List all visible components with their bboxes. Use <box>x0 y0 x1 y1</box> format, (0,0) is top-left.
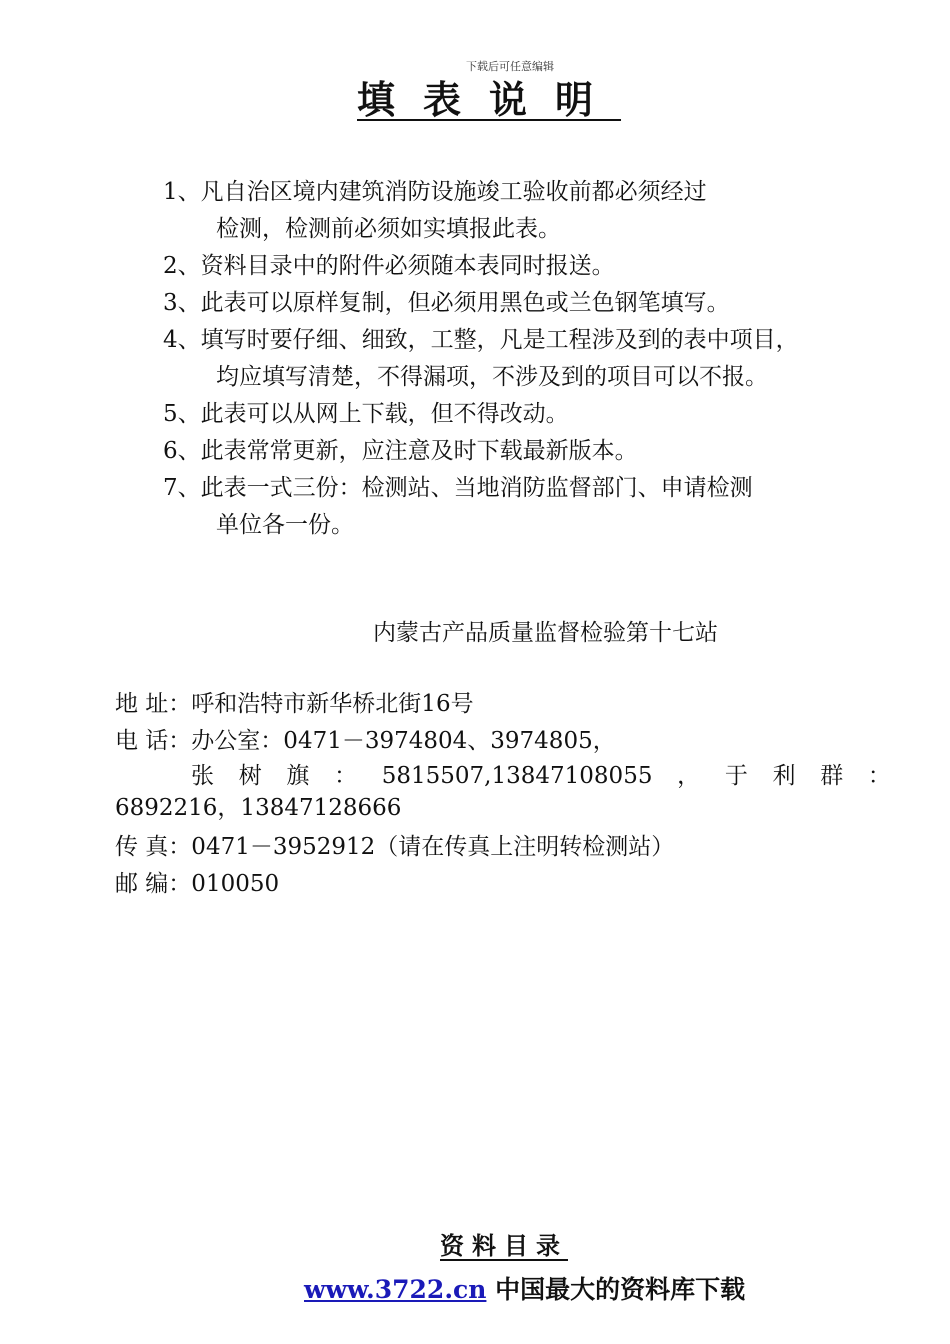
instruction-continuation: 检测，检测前必须如实填报此表。 <box>216 216 561 242</box>
contact-persons-line2: 6892216，13847128666 <box>115 795 402 821</box>
instruction-item <box>163 248 883 285</box>
person-token: 于 <box>724 763 748 789</box>
footer-link[interactable]: www.3722.cn <box>304 1275 487 1304</box>
contact-postcode: 邮 编：010050 <box>115 871 280 897</box>
instruction-item <box>163 174 883 248</box>
contact-fax: 传 真：0471－3952912（请在传真上注明转检测站） <box>115 834 675 860</box>
person-token: 利 <box>772 763 796 789</box>
header-note: 下载后可任意编辑 <box>466 60 554 73</box>
instruction-line: 7、此表一式三份：检测站、当地消防监督部门、申请检测 <box>163 475 753 501</box>
instruction-continuation: 单位各一份。 <box>216 512 354 538</box>
instruction-line: 2、资料目录中的附件必须随本表同时报送。 <box>163 253 615 279</box>
person-token: 张 <box>191 763 214 789</box>
instruction-item <box>163 470 883 544</box>
person-token: 群 <box>820 763 844 789</box>
instruction-line: 5、此表可以从网上下载，但不得改动。 <box>163 401 569 427</box>
instruction-continuation: 均应填写清楚，不得漏项，不涉及到的项目可以不报。 <box>216 364 768 390</box>
instructions-list <box>163 174 883 544</box>
contact-persons <box>115 760 891 824</box>
organization-name: 内蒙古产品质量监督检验第十七站 <box>373 620 718 646</box>
instruction-line: 3、此表可以原样复制，但必须用黑色或兰色钢笔填写。 <box>163 290 730 316</box>
person-token: 5815507,13847108055 <box>381 763 653 789</box>
instruction-line: 6、此表常常更新，应注意及时下载最新版本。 <box>163 438 638 464</box>
instruction-line: 1、凡自治区境内建筑消防设施竣工验收前都必须经过 <box>163 179 707 205</box>
person-token: ： <box>334 763 358 789</box>
page-title: 填表说明 <box>357 77 622 122</box>
person-token: 树 <box>238 763 262 789</box>
footer-text: 中国最大的资料库下载 <box>486 1275 746 1304</box>
instruction-line: 4、填写时要仔细、细致，工整，凡是工程涉及到的表中项目， <box>163 327 799 353</box>
instruction-item <box>163 285 883 322</box>
instruction-item <box>163 396 883 433</box>
footer <box>304 1270 745 1306</box>
catalog-title: 资料目录 <box>440 1231 568 1260</box>
person-token: 旗 <box>286 763 310 789</box>
contact-address: 地 址：呼和浩特市新华桥北街16号 <box>115 691 474 717</box>
instruction-item <box>163 433 883 470</box>
contact-persons-row <box>115 760 891 792</box>
person-token: ， <box>677 763 701 789</box>
contact-phone: 电 话：办公室：0471－3974804、3974805， <box>115 728 616 754</box>
instruction-item <box>163 322 883 396</box>
person-token: ： <box>867 763 891 789</box>
